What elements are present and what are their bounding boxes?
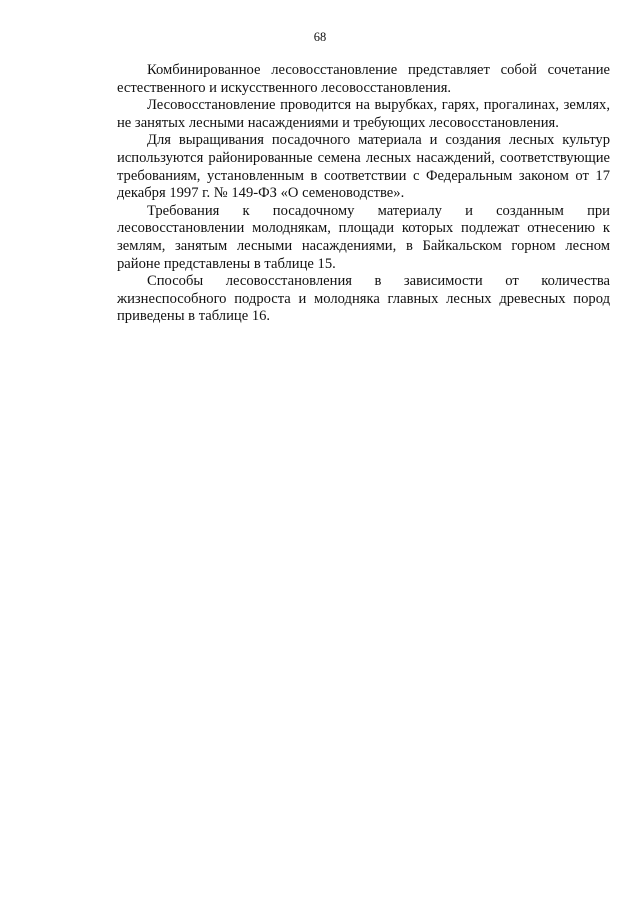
document-body <box>117 62 610 326</box>
page-number: 68 <box>313 30 327 44</box>
paragraph-requirements-table-15: Требования к посадочному материалу и созданным при лесовосстановлении молоднякам, площади которых подлежат отнесению к землям, занятым лесными насаждениями, в Байкальском горном лесном районе представлены в таблице 15. <box>117 202 610 272</box>
paragraph-reforestation-sites: Лесовосстановление проводится на вырубках, гарях, прогалинах, землях, не занятых лесными насаждениями и требующих лесовосстановления. <box>117 97 610 131</box>
paragraph-methods-table-16: Способы лесовосстановления в зависимости от количества жизнеспособного подроста и молодняка главных лесных древесных пород приведены в таблице 16. <box>117 273 610 325</box>
paragraph-combined-reforestation: Комбинированное лесовосстановление представляет собой сочетание естественного и искусственного лесовосстановления. <box>117 62 610 96</box>
paragraph-planting-material-seeds: Для выращивания посадочного материала и создания лесных культур используются районированные семена лесных насаждений, соответствующие требованиям, установленным в соответствии с Федеральным законом от 17 декабря 1997 г. № 149-ФЗ «О семеноводстве». <box>117 132 610 202</box>
